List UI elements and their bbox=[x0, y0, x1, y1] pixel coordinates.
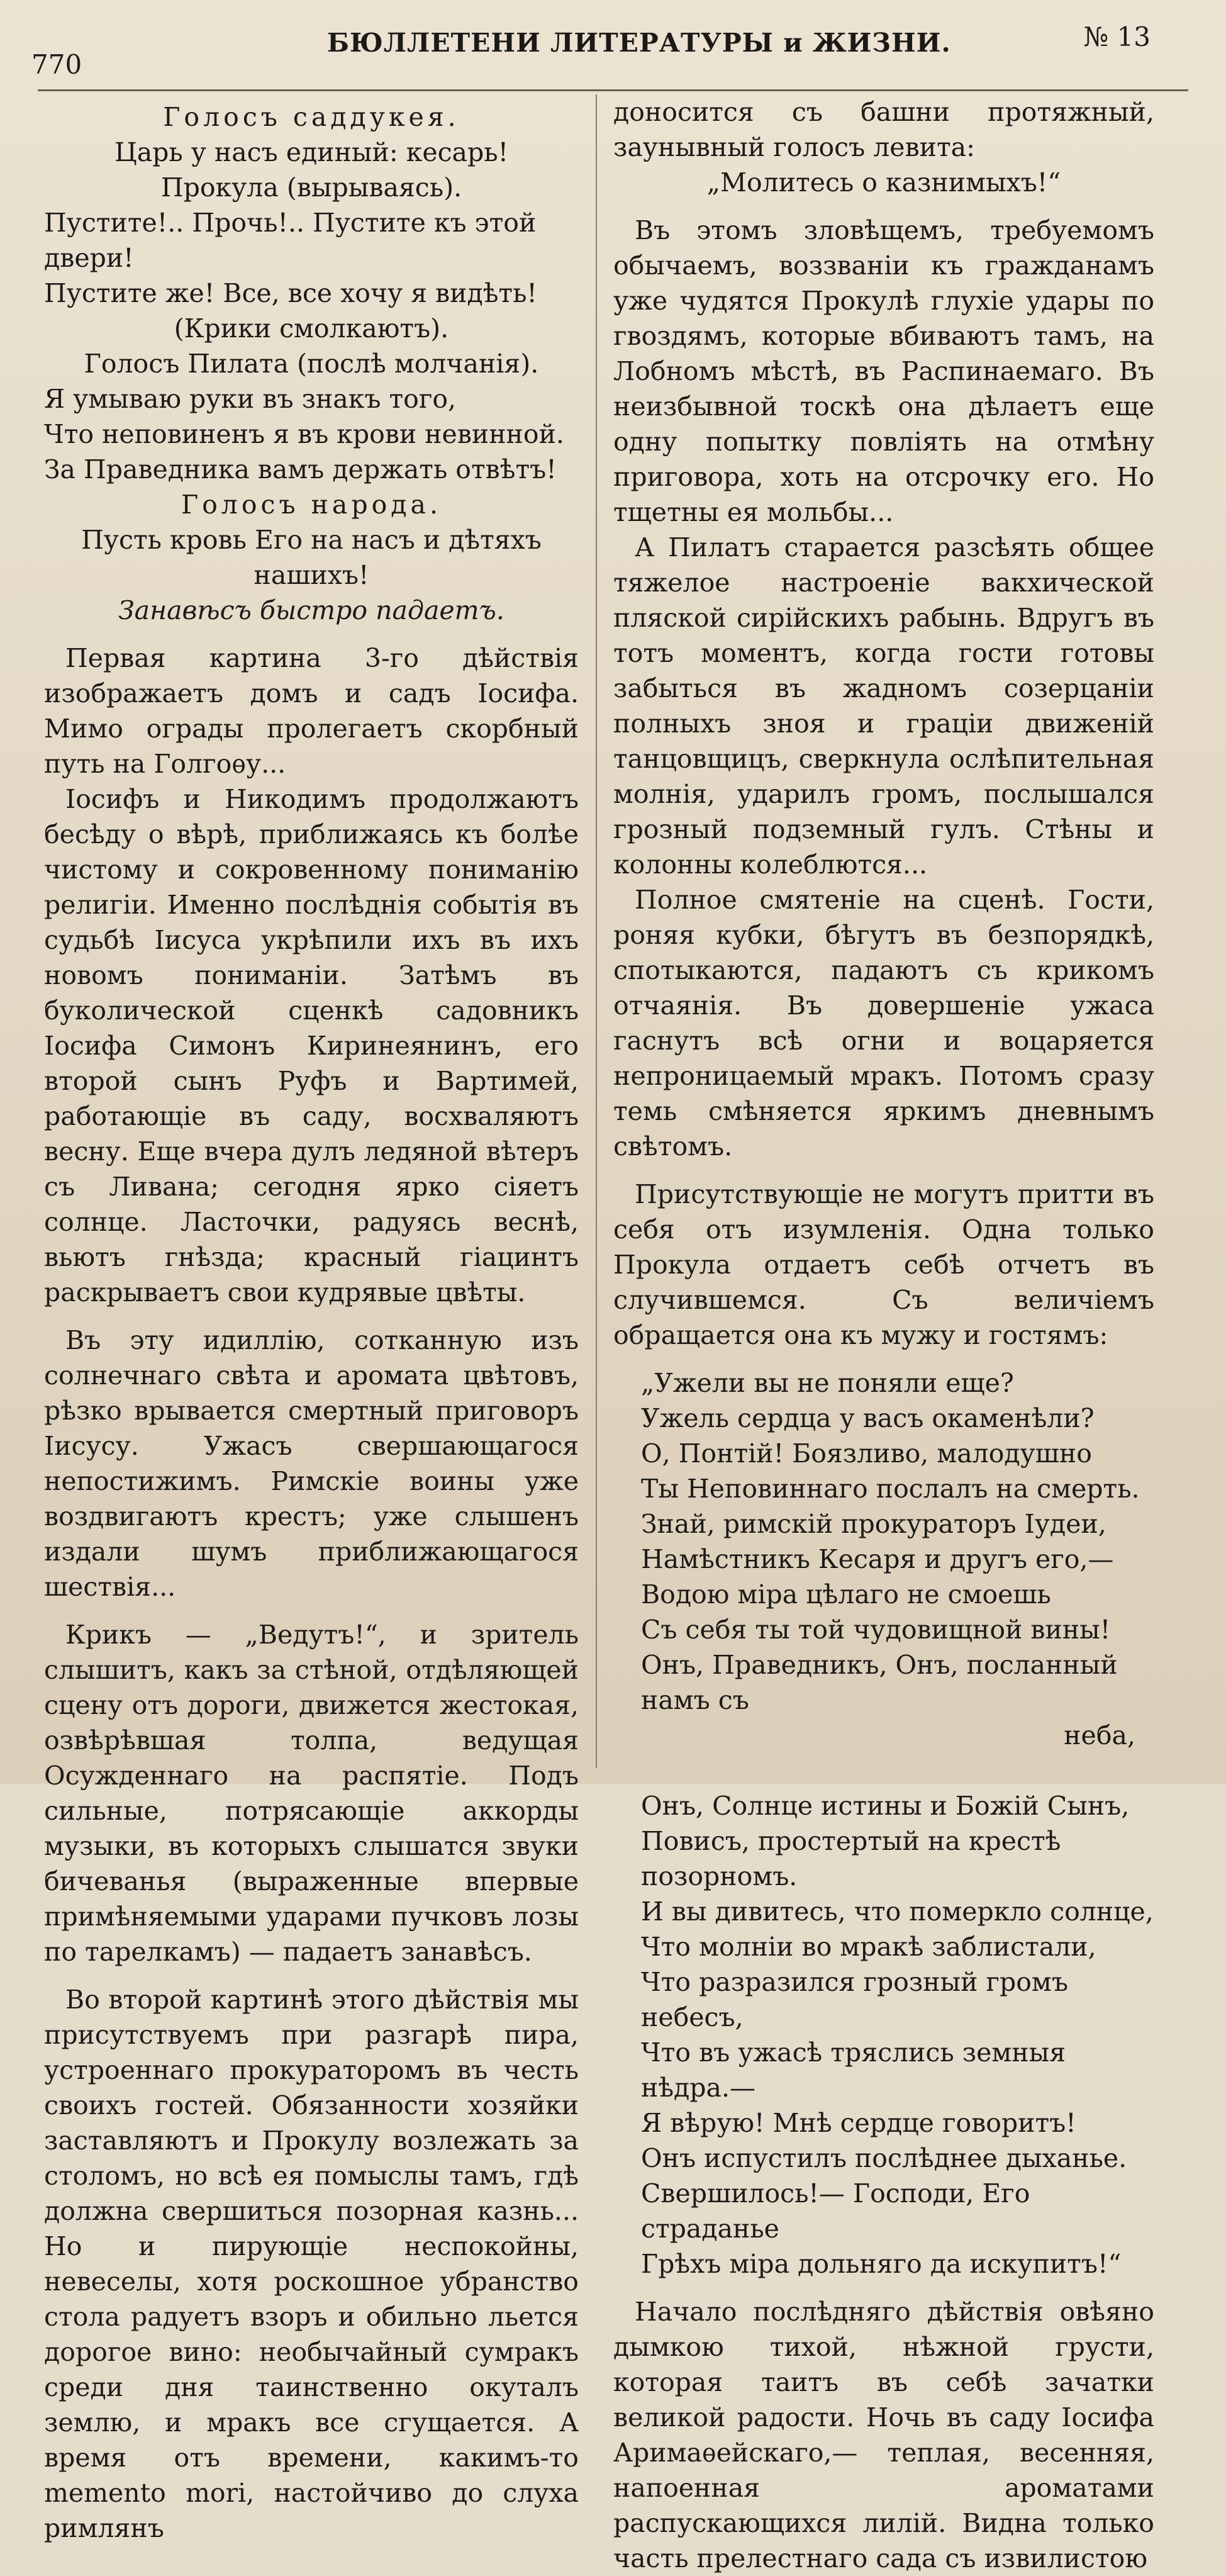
pilate-line-2: Что неповиненъ я въ крови невинной. bbox=[44, 419, 564, 449]
paragraph: Полное смятеніе на сценѣ. Гости, роняя кубки, бѣгутъ въ безпорядкѣ, спотыкаются, падаютъ съ крикомъ отчаянія. Въ довершеніе ужаса гаснутъ всѣ огни и воцаряется непроницаемый мракъ. Потомъ сразу темь смѣняется яркимъ дневнымъ свѣтомъ. bbox=[613, 885, 1154, 1162]
paragraph: А Пилатъ старается разсѣять общее тяжелое настроеніе вакхической пляской сирійскихъ рабынь. Вдругъ въ тотъ моментъ, когда гости готовы забыться въ жадномъ созерцаніи полныхъ зноя и граціи движеній танцовщицъ, сверкнула ослѣпительная молнія, ударилъ громъ, послышался грозный подземный гулъ. Стѣны и колонны колеблются... bbox=[613, 532, 1154, 880]
verse-line: Грѣхъ міра дольняго да искупитъ!“ bbox=[641, 2249, 1122, 2279]
verse-line: Намѣстникъ Кесаря и другъ его,— bbox=[641, 1544, 1114, 1574]
verse-line: Онъ, Солнце истины и Божій Сынъ, bbox=[641, 1791, 1130, 1821]
verse-line: Водою міра цѣлаго не смоешь bbox=[641, 1579, 1051, 1610]
speaker-pilate: Голосъ Пилата (послѣ молчанія). bbox=[84, 349, 539, 379]
verse-line: Свершилось!— Господи, Его страданье bbox=[641, 2178, 1030, 2244]
verse-line-wrap: неба, bbox=[1064, 1720, 1135, 1750]
left-column bbox=[44, 94, 579, 2546]
verse-block bbox=[613, 1365, 1154, 2282]
running-title: БЮЛЛЕТЕНИ ЛИТЕРАТУРЫ и ЖИЗНИ. bbox=[327, 28, 951, 58]
procula-line-2: Пустите же! Все, все хочу я видѣть! bbox=[44, 278, 537, 308]
paragraph: доносится съ башни протяжный, заунывный голосъ левита: bbox=[613, 97, 1154, 162]
pilate-line-1: Я умываю руки въ знакъ того, bbox=[44, 384, 457, 414]
paragraph: Въ этомъ зловѣщемъ, требуемомъ обычаемъ, воззваніи къ гражданамъ уже чудятся Прокулѣ глухіе удары по гвоздямъ, которые вбиваютъ тамъ, на Лобномъ мѣстѣ, въ Распинаемаго. Въ неизбывной тоскѣ она дѣлаетъ еще одну попытку повліять на отмѣну приговора, хоть на отсрочку его. Но тщетны ея мольбы... bbox=[613, 215, 1154, 527]
column-divider bbox=[596, 94, 597, 1768]
paragraph: Присутствующіе не могутъ притти въ себя отъ изумленія. Одна только Прокула отдаетъ себѣ отчетъ въ случившемся. Съ величіемъ обращается она къ мужу и гостямъ: bbox=[613, 1179, 1154, 1350]
verse-line: И вы дивитесь, что померкло солнце, bbox=[641, 1896, 1154, 1927]
verse-line: Съ себя ты той чудовищной вины! bbox=[641, 1615, 1111, 1645]
pilate-line-3: За Праведника вамъ держать отвѣтъ! bbox=[44, 454, 557, 484]
page-number: 770 bbox=[31, 49, 82, 80]
speaker-sadducee: Голосъ саддукея. bbox=[163, 102, 460, 132]
verse-line: Онъ, Праведникъ, Онъ, посланный намъ съ bbox=[641, 1650, 1118, 1715]
verse-line: Что молніи во мракѣ заблистали, bbox=[641, 1932, 1096, 1962]
procula-line-1: Пустите!.. Прочь!.. Пустите къ этой двери! bbox=[44, 208, 537, 273]
paragraph: Въ эту идиллію, сотканную изъ солнечнаго свѣта и аромата цвѣтовъ, рѣзко врывается смертный приговоръ Іисусу. Ужасъ свершающагося непостижимъ. Римскіе воины уже воздвигаютъ крестъ; уже слышенъ издали шумъ приближающагося шествія... bbox=[44, 1325, 579, 1602]
speaker-people: Голосъ народа. bbox=[181, 490, 442, 520]
verse-line: Онъ испустилъ послѣднее дыханье. bbox=[641, 2143, 1127, 2173]
paragraph: Начало послѣдняго дѣйствія овѣяно дымкою тихой, нѣжной грусти, которая таитъ въ себѣ зачатки великой радости. Ночь въ саду Іосифа Аримаѳейскаго,— теплая, весенняя, напоенная ароматами распускающихся лилій. Видна только часть прелестнаго сада съ извилистою bbox=[613, 2297, 1154, 2573]
sadducee-line: Царь у насъ единый: кесарь! bbox=[114, 137, 509, 167]
paragraph: Во второй картинѣ этого дѣйствія мы присутствуемъ при разгарѣ пира, устроеннаго прокураторомъ въ честь своихъ гостей. Обязанности хозяйки заставляютъ и Прокулу возлежать за столомъ, но всѣ ея помыслы тамъ, гдѣ должна свершиться позорная казнь... Но и пирующіе неспокойны, невеселы, хотя роскошное убранство стола радуетъ взоръ и обильно льется дорогое вино: необычайный сумракъ среди дня таинственно окуталъ землю, и мракъ все сгущается. А время отъ времени, какимъ-то memento mori, настойчиво до слуха римлянъ bbox=[44, 1985, 579, 2543]
curtain-direction: Занавѣсъ быстро падаетъ. bbox=[118, 595, 504, 625]
verse-line: Что разразился грозный громъ небесъ, bbox=[641, 1967, 1068, 2032]
verse-line: Повисъ, простертый на крестѣ позорномъ. bbox=[641, 1826, 1061, 1891]
stage-direction-cries: (Крики смолкаютъ). bbox=[174, 313, 449, 344]
verse-line: Ты Неповиннаго послалъ на смерть. bbox=[641, 1474, 1140, 1504]
verse-line: Я вѣрую! Мнѣ сердце говоритъ! bbox=[641, 2108, 1076, 2138]
speaker-procula: Прокула (вырываясь). bbox=[160, 172, 462, 203]
right-column bbox=[613, 94, 1154, 2576]
paragraph: Первая картина 3-го дѣйствія изображаетъ домъ и садъ Іосифа. Мимо ограды пролегаетъ скорбный путь на Голгоѳу... bbox=[44, 643, 579, 779]
issue-number: № 13 bbox=[1083, 21, 1151, 52]
verse-line: Ужель сердца у васъ окаменѣли? bbox=[641, 1403, 1095, 1433]
verse-line: Что въ ужасѣ тряслись земныя нѣдра.— bbox=[641, 2037, 1066, 2103]
verse-line: „Ужели вы не поняли еще? bbox=[641, 1368, 1014, 1398]
paragraph: Крикъ — „Ведутъ!“, и зритель слышитъ, какъ за стѣной, отдѣляющей сцену отъ дороги, движется жестокая, озвѣрѣвшая толпа, ведущая Осужденнаго на распятіе. Подъ сильные, потрясающіе аккорды музыки, въ которыхъ слышатся звуки бичеванья (выраженные впервые примѣняемыми ударами пучковъ лозы по тарелкамъ) — падаетъ занавѣсъ. bbox=[44, 1620, 579, 1967]
verse-line: О, Понтій! Боязливо, малодушно bbox=[641, 1438, 1092, 1469]
verse-line: Знай, римскій прокураторъ Іудеи, bbox=[641, 1509, 1106, 1539]
people-line: Пусть кровь Его на насъ и дѣтяхъ нашихъ! bbox=[81, 525, 542, 590]
paragraph: Іосифъ и Никодимъ продолжаютъ бесѣду о вѣрѣ, приближаясь къ болѣе чистому и сокровенному пониманію религіи. Именно послѣднія событія въ судьбѣ Іисуса укрѣпили ихъ въ ихъ новомъ пониманіи. Затѣмъ въ буколической сценкѣ садовникъ Іосифа Симонъ Киринеянинъ, его второй сынъ Руфъ и Вартимей, работающіе въ саду, восхваляютъ весну. Еще вчера дулъ ледяной вѣтеръ съ Ливана; сегодня ярко сіяетъ солнце. Ласточки, радуясь веснѣ, вьютъ гнѣзда; красный гіацинтъ раскрываетъ свои кудрявые цвѣты. bbox=[44, 784, 579, 1308]
levite-call: „Молитесь о казнимыхъ!“ bbox=[706, 167, 1061, 198]
header-rule bbox=[38, 89, 1188, 91]
